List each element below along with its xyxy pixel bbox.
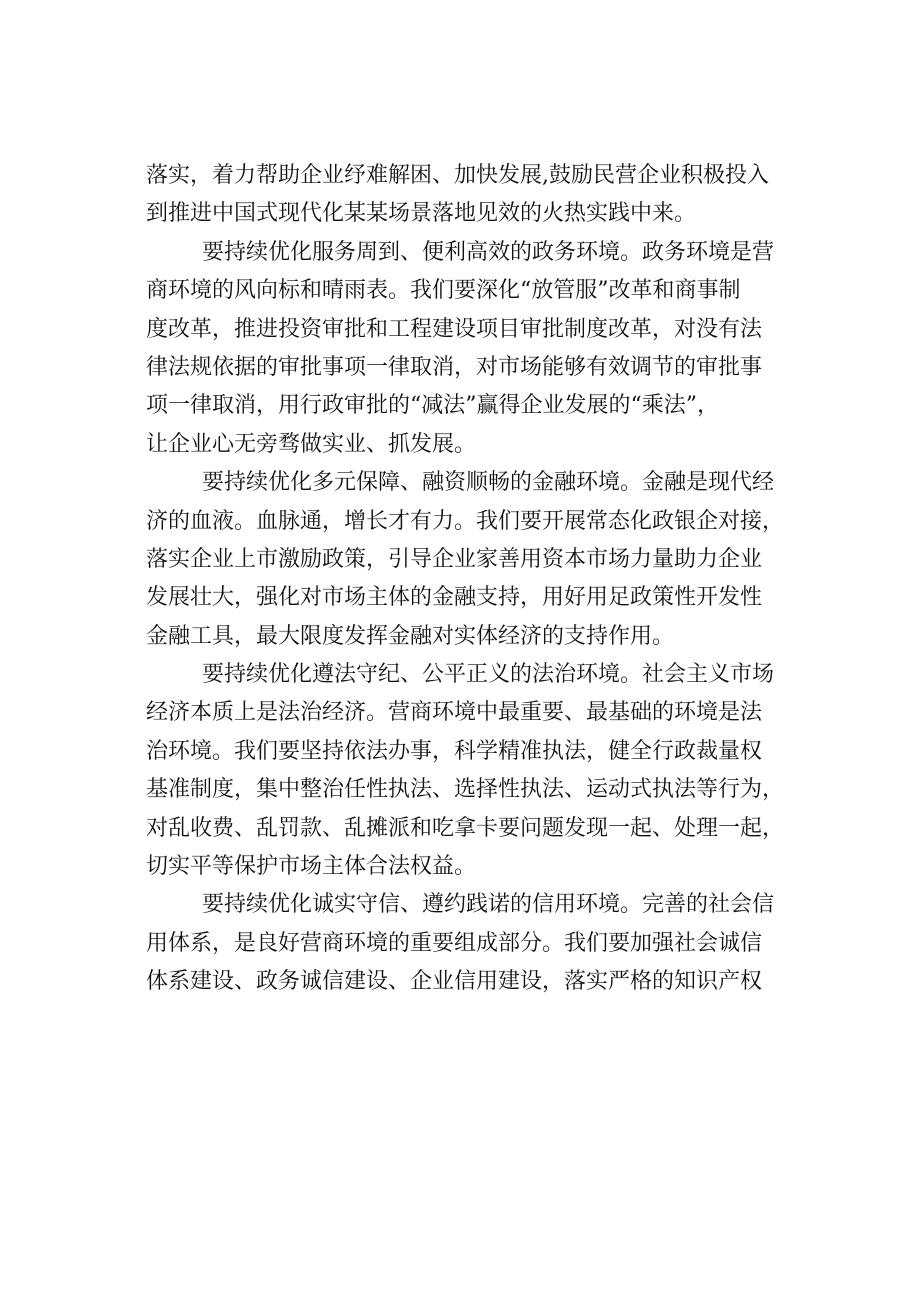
paragraph-continuation xyxy=(146,157,786,234)
paragraph-financial-environment xyxy=(146,464,786,656)
text-line: 对乱收费、乱罚款、乱摊派和吃拿卡要问题发现一起、处理一起， xyxy=(146,815,785,841)
text-line: 让企业心无旁骛做实业、抓发展。 xyxy=(146,431,477,457)
text-line: 要持续优化诚实守信、遵约践诺的信用环境。完善的社会信 xyxy=(202,892,775,918)
text-line: 商环境的风向标和晴雨表。我们要深化“放管服”改革和商事制 xyxy=(146,278,741,304)
text-line: 用体系，是良好营商环境的重要组成部分。我们要加强社会诚信 xyxy=(146,930,763,956)
paragraph-credit-environment xyxy=(146,886,786,1001)
text-line: 经济本质上是法治经济。营商环境中最重要、最基础的环境是法 xyxy=(146,700,763,726)
text-line: 要持续优化多元保障、融资顺畅的金融环境。金融是现代经 xyxy=(202,470,775,496)
text-line: 度改革，推进投资审批和工程建设项目审批制度改革，对没有法 xyxy=(146,316,763,342)
text-line: 到推进中国式现代化某某场景落地见效的火热实践中来。 xyxy=(146,201,697,227)
text-line: 落实企业上市激励政策，引导企业家善用资本市场力量助力企业 xyxy=(146,546,763,572)
document-body xyxy=(146,157,786,1002)
text-line: 要持续优化服务周到、便利高效的政务环境。政务环境是营 xyxy=(202,239,775,265)
text-line: 项一律取消，用行政审批的“减法”赢得企业发展的“乘法”， xyxy=(146,393,719,419)
text-line: 切实平等保护市场主体合法权益。 xyxy=(146,854,477,880)
text-line: 体系建设、政务诚信建设、企业信用建设，落实严格的知识产权 xyxy=(146,969,763,995)
text-line: 落实，着力帮助企业纾难解困、加快发展,鼓励民营企业积极投入 xyxy=(146,163,769,188)
text-line: 律法规依据的审批事项一律取消，对市场能够有效调节的审批事 xyxy=(146,354,763,380)
paragraph-legal-environment xyxy=(146,656,786,886)
text-line: 基准制度，集中整治任性执法、选择性执法、运动式执法等行为， xyxy=(146,777,785,803)
text-line: 济的血液。血脉通，增长才有力。我们要开展常态化政银企对接， xyxy=(146,508,785,534)
text-line: 治环境。我们要坚持依法办事，科学精准执法，健全行政裁量权 xyxy=(146,738,763,764)
text-line: 要持续优化遵法守纪、公平正义的法治环境。社会主义市场 xyxy=(202,662,775,688)
text-line: 发展壮大，强化对市场主体的金融支持，用好用足政策性开发性 xyxy=(146,585,763,611)
paragraph-government-environment xyxy=(146,234,786,464)
text-line: 金融工具，最大限度发挥金融对实体经济的支持作用。 xyxy=(146,623,675,649)
